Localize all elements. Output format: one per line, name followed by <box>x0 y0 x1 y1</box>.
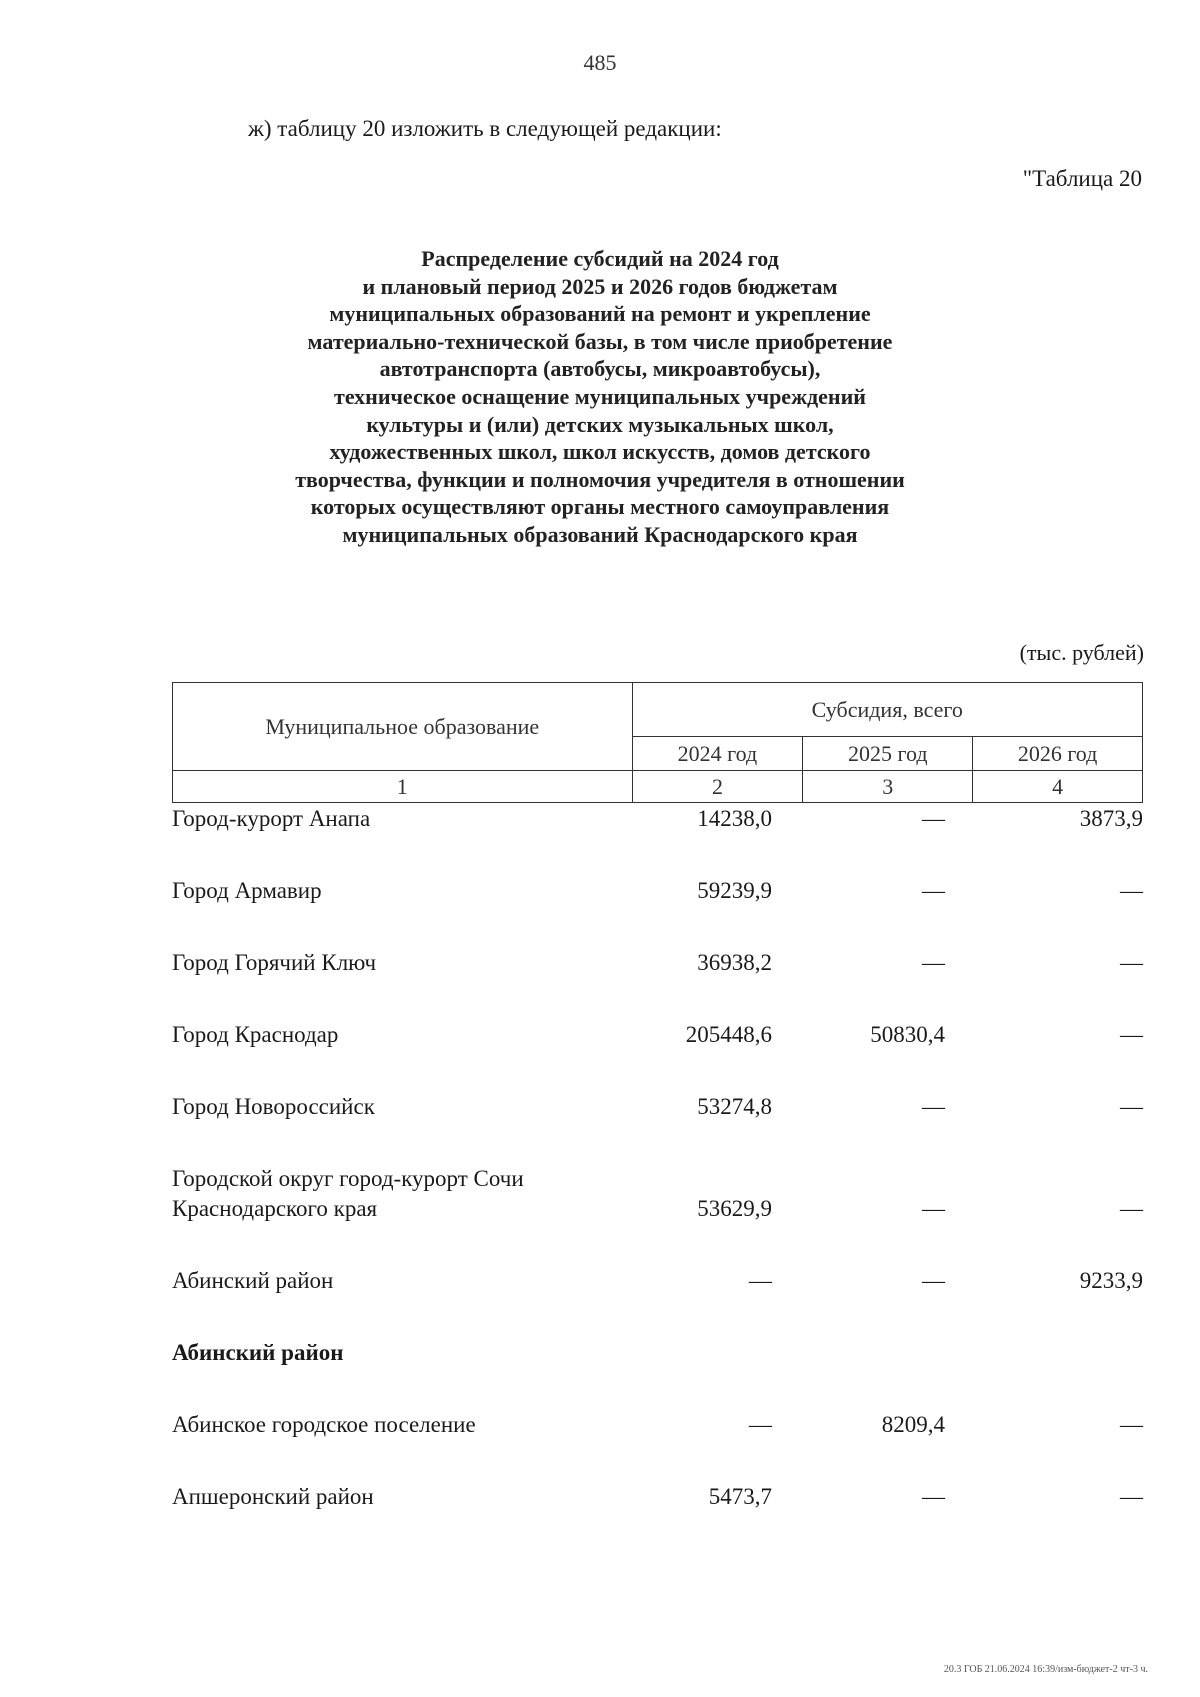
column-header-municipality: Муниципальное образование <box>173 683 633 771</box>
heading-line: автотранспорта (автобусы, микроавтобусы), <box>379 356 821 382</box>
value-2026: — <box>1120 878 1143 903</box>
heading-line: и плановый период 2025 и 2026 годов бюджетам <box>362 273 838 299</box>
row-name: Абинский район <box>172 1340 344 1365</box>
column-header-2026: 2026 год <box>973 737 1143 771</box>
value-2025: — <box>922 1196 945 1221</box>
table-header <box>172 682 1143 803</box>
column-number: 4 <box>973 771 1143 803</box>
intro-text: ж) таблицу 20 изложить в следующей редакции: <box>248 116 722 141</box>
table-row <box>172 1164 1143 1238</box>
column-header-2025: 2025 год <box>803 737 973 771</box>
table-row <box>172 1410 1143 1470</box>
value-2024: 53629,9 <box>697 1196 772 1221</box>
column-number: 3 <box>803 771 973 803</box>
table-row <box>172 876 1143 936</box>
column-header-2024: 2024 год <box>632 737 803 771</box>
heading-line: художественных школ, школ искусств, домов детского <box>329 439 871 465</box>
heading-line: техническое оснащение муниципальных учреждений <box>334 383 866 409</box>
table-row <box>172 1266 1143 1326</box>
row-name: Абинский район <box>172 1268 334 1293</box>
table-row <box>172 948 1143 1008</box>
value-2026: — <box>1120 1022 1143 1047</box>
value-2024: — <box>749 1268 772 1293</box>
table-row <box>172 804 1143 864</box>
table-row <box>172 1092 1143 1152</box>
value-2024: 59239,9 <box>697 878 772 903</box>
row-name: Город Краснодар <box>172 1022 339 1047</box>
value-2024: 14238,0 <box>697 806 772 831</box>
table-row-group-header <box>172 1338 1143 1398</box>
heading-line: Распределение субсидий на 2024 год <box>421 246 779 271</box>
row-name: Город Новороссийск <box>172 1094 375 1119</box>
row-name: Город-курорт Анапа <box>172 806 371 831</box>
value-2024: 5473,7 <box>708 1484 772 1509</box>
column-number: 1 <box>173 771 633 803</box>
units-label: (тыс. рублей) <box>1019 640 1144 665</box>
row-name: Городской округ город-курорт Сочи <box>172 1166 524 1191</box>
heading-line: творчества, функции и полномочия учредителя в отношении <box>295 466 905 492</box>
value-2025: 50830,4 <box>870 1022 945 1047</box>
row-name-continued: Краснодарского края <box>172 1196 378 1221</box>
heading-line: муниципальных образований Краснодарского края <box>342 521 858 547</box>
table-heading <box>200 245 1000 549</box>
column-header-subsidy-total: Субсидия, всего <box>632 683 1142 737</box>
row-name: Город Армавир <box>172 878 322 903</box>
heading-line: материально-технической базы, в том числе приобретение <box>307 328 893 354</box>
value-2026: 3873,9 <box>1079 806 1143 831</box>
value-2026: — <box>1120 1484 1143 1509</box>
value-2025: — <box>922 1268 945 1293</box>
value-2025: — <box>922 1094 945 1119</box>
value-2026: — <box>1120 1196 1143 1221</box>
heading-line: культуры и (или) детских музыкальных школ, <box>366 411 834 437</box>
row-name: Апшеронский район <box>172 1484 374 1509</box>
value-2026: — <box>1120 1412 1143 1437</box>
value-2026: 9233,9 <box>1079 1268 1143 1293</box>
value-2025: — <box>922 950 945 975</box>
value-2025: 8209,4 <box>881 1412 945 1437</box>
value-2026: — <box>1120 1094 1143 1119</box>
value-2025: — <box>922 1484 945 1509</box>
row-name: Город Горячий Ключ <box>172 950 377 975</box>
table-row <box>172 1482 1143 1542</box>
column-number: 2 <box>632 771 803 803</box>
table-row <box>172 1020 1143 1080</box>
document-footer: 20.3 ГОБ 21.06.2024 16:39/изм-бюджет-2 чт-3 ч. <box>943 1664 1148 1675</box>
value-2026: — <box>1120 950 1143 975</box>
value-2024: — <box>749 1412 772 1437</box>
value-2025: — <box>922 806 945 831</box>
heading-line: которых осуществляют органы местного самоуправления <box>310 494 890 520</box>
value-2024: 36938,2 <box>697 950 772 975</box>
value-2024: 53274,8 <box>697 1094 772 1119</box>
row-name: Абинское городское поселение <box>172 1412 476 1437</box>
value-2024: 205448,6 <box>685 1022 772 1047</box>
heading-line: муниципальных образований на ремонт и укрепление <box>329 301 871 327</box>
table-label: "Таблица 20 <box>1022 166 1142 191</box>
page-number: 485 <box>583 50 617 75</box>
value-2025: — <box>922 878 945 903</box>
